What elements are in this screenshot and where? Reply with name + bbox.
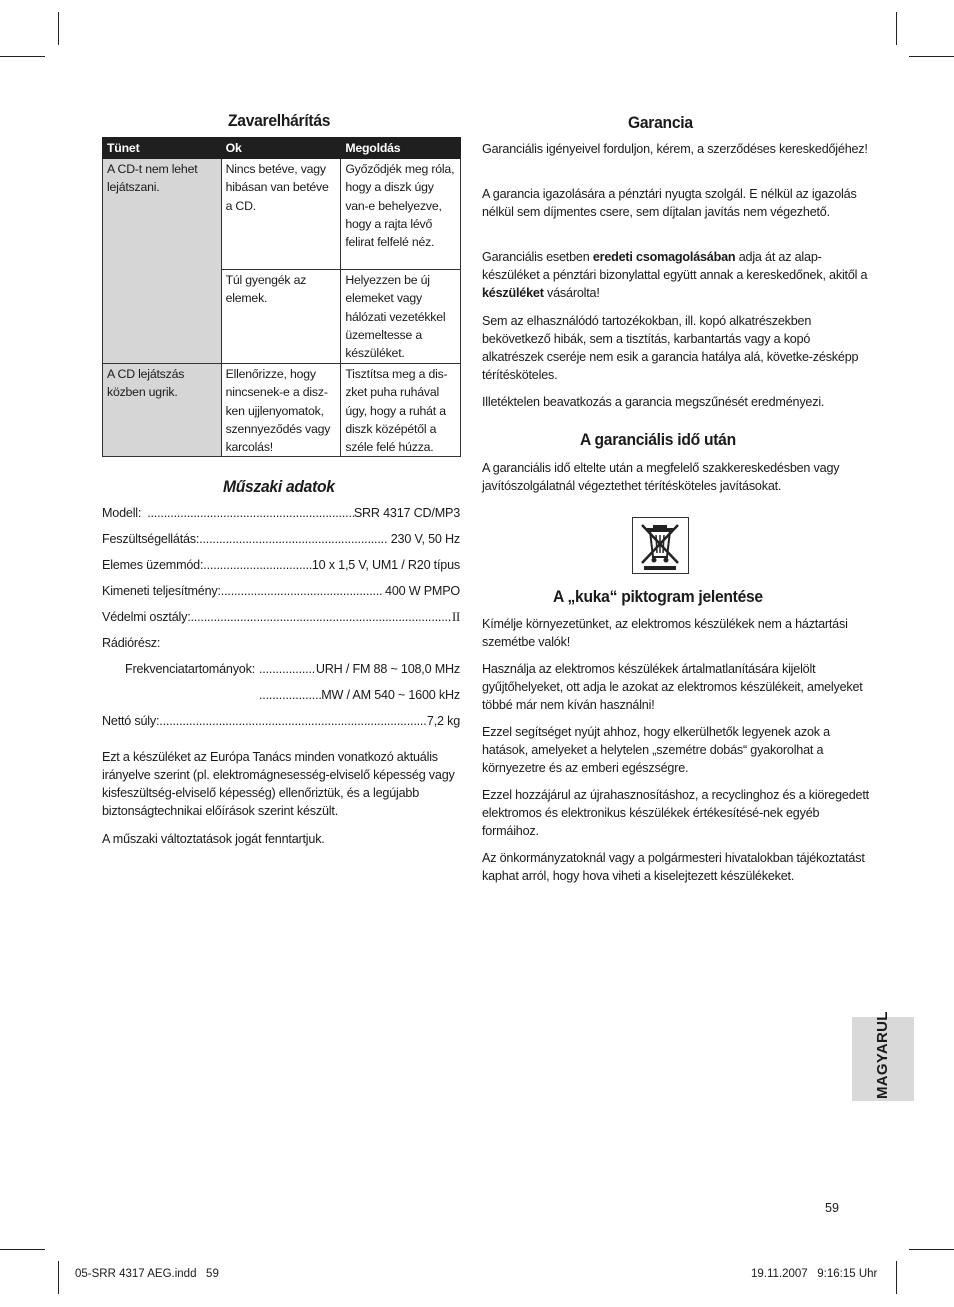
footer-timestamp: 19.11.2007 9:16:15 Uhr (751, 1268, 878, 1280)
spec-label: Rádiórész: (102, 636, 161, 650)
spec-value: MW / AM 540 ~ 1600 kHz (321, 688, 460, 702)
bin-paragraph-2: Használja az elektromos készülékek ártalmatlanítására kijelölt gyűjtőhelyeket, ott adja le azokat az elektromos készülékeit, amelyeket többé már nem kíván használni! (482, 662, 863, 712)
spec-value: II (452, 610, 460, 624)
solution-cell: Helyezzen be új elemeket vagy hálózati vezetékkel üzemeltesse a készüléket. (341, 270, 461, 364)
troubleshooting-title: Zavarelhárítás (228, 111, 331, 130)
spec-label: Kimeneti teljesítmény: (102, 584, 221, 598)
conformity-text: Ezt a készüléket az Európa Tanács minden vonatkozó aktuális irányelve szerint (pl. elektromágnesesség-elviselő képesség vagy kisfeszültség-elviselő képesség) ellenőriztük, és a legújabb biztonságtechnikai előírások szerint készült. (102, 750, 455, 818)
cause-cell: Túl gyengék az elemek. (221, 270, 341, 364)
crop-mark (896, 12, 897, 45)
spec-value: SRR 4317 CD/MP3 (353, 506, 460, 520)
spec-value: 10 x 1,5 V, UM1 / R20 típus (311, 558, 460, 572)
cause-cell: Ellenőrizze, hogy nincsenek-e a disz-ken ujjlenyomatok, szennyeződés vagy karcolás! (221, 364, 341, 457)
page-number: 59 (825, 1201, 840, 1215)
after-warranty-text: A garanciális idő eltelte után a megfelelő szakkereskedésben vagy javítószolgálatnál végeztethet térítésköteles javításokat. (482, 461, 840, 493)
footer-file-info: 05-SRR 4317 AEG.indd 59 (75, 1268, 219, 1280)
dot-leader (147, 506, 354, 520)
spec-label: Védelmi osztály: (102, 610, 191, 624)
spec-value: 400 W PMPO (385, 584, 460, 598)
spec-model (102, 506, 460, 520)
header-solution: Megoldás (341, 138, 461, 159)
spec-label: Frekvenciatartományok: (125, 662, 255, 676)
bold-text: készüléket (482, 286, 544, 300)
warranty-title: Garancia (628, 113, 693, 132)
solution-cell: Győződjék meg róla, hogy a diszk úgy van-e behelyezve, hogy a rajta lévő felirat felfelé néz. (341, 159, 461, 270)
tech-changes-text: A műszaki változtatások jogát fenntartjuk. (102, 832, 325, 846)
spec-freq-am (259, 688, 460, 702)
dot-leader (191, 610, 453, 624)
spec-value: 230 V, 50 Hz (390, 532, 460, 546)
spec-protection (102, 610, 460, 625)
spec-radio (102, 636, 460, 650)
bin-paragraph-3: Ezzel segítséget nyújt ahhoz, hogy elkerülhetők legyenek azok a hatások, amelyeket a helytelen „szemétre dobás“ gyakorolhat a környezetre és az emberi egészségre. (482, 725, 830, 775)
table-header-row (103, 138, 461, 159)
cause-cell: Nincs betéve, vagy hibásan van betéve a CD. (221, 159, 341, 270)
bold-text: eredeti csomagolásában (592, 250, 736, 264)
troubleshooting-table (102, 137, 461, 457)
solution-cell: Tisztítsa meg a dis-zket puha ruhával úgy, hogy a ruhát a diszk középétől a széle felé húzza. (341, 364, 461, 457)
dot-leader (221, 584, 383, 598)
spec-label: Nettó súly: (102, 714, 160, 728)
header-cause: Ok (221, 138, 341, 159)
crop-mark (0, 1249, 45, 1250)
table-row (103, 364, 461, 457)
language-tab (852, 1011, 914, 1101)
dot-leader (259, 688, 321, 702)
spec-label: Feszültségellátás: (102, 532, 200, 546)
dot-leader (159, 714, 427, 728)
warranty-paragraph-3 (482, 248, 874, 302)
dot-leader (203, 558, 312, 572)
dot-leader (199, 532, 388, 546)
text-run: adja át az alap-készüléket a pénztári bizonylattal együtt annak a kereskedőnek, akitől a (482, 250, 868, 282)
crossed-out-wheelie-bin-icon (632, 517, 689, 574)
header-symptom: Tünet (103, 138, 222, 159)
warranty-paragraph-5: Illetéktelen beavatkozás a garancia megszűnését eredményezi. (482, 395, 825, 409)
spec-weight (102, 714, 460, 728)
spec-value: URH / FM 88 ~ 108,0 MHz (315, 662, 460, 676)
spec-label: Elemes üzemmód: (102, 558, 204, 572)
bin-paragraph-4: Ezzel hozzájárul az újrahasznosításhoz, a recyclinghoz és a kiöregedett elektromos és elektronikus készülékek értékesítésé-nek egyéb formáihoz. (482, 788, 869, 838)
crop-mark (909, 1249, 954, 1250)
spec-output (102, 584, 460, 598)
bin-paragraph-5: Az önkormányzatoknál vagy a polgármesteri hivatalokban tájékoztatást kaphat arról, hogy hova viheti a kiselejtezett készülékeket. (482, 851, 865, 883)
crop-mark (58, 12, 59, 45)
spec-freq-fm (125, 662, 460, 676)
symptom-cell: A CD lejátszás közben ugrik. (103, 364, 222, 457)
warranty-paragraph-1: Garanciális igényeivel forduljon, kérem, a szerződéses kereskedőjéhez! (482, 142, 868, 156)
after-warranty-title: A garanciális idő után (580, 430, 736, 449)
crop-mark (0, 56, 45, 57)
spec-battery (102, 558, 460, 572)
spec-label: Modell: (102, 506, 142, 520)
text-run: Garanciális esetben (482, 250, 593, 264)
spec-value: 7,2 kg (426, 714, 460, 728)
crop-mark (909, 56, 954, 57)
language-tab-label: MAGYARUL (874, 1011, 891, 1099)
crop-mark (896, 1261, 897, 1294)
specs-title: Műszaki adatok (223, 477, 335, 496)
spec-voltage (102, 532, 460, 546)
bin-paragraph-1: Kímélje környezetünket, az elektromos készülékek nem a háztartási szemétbe valók! (482, 617, 848, 649)
warranty-paragraph-2: A garancia igazolására a pénztári nyugta szolgál. E nélkül az igazolás nélkül sem díjmentes csere, sem díjtalan javítás nem végezhető. (482, 187, 857, 219)
crop-mark (58, 1261, 59, 1294)
dot-leader (259, 662, 316, 676)
table-row (103, 159, 461, 270)
symptom-cell: A CD-t nem lehet lejátszani. (103, 159, 222, 364)
bin-symbol-title: A „kuka“ piktogram jelentése (553, 587, 763, 606)
text-run: vásárolta! (543, 286, 600, 300)
warranty-paragraph-4: Sem az elhasználódó tartozékokban, ill. kopó alkatrészekben bekövetkező hibák, sem a tisztítás, karbantartás vagy a kopó alkatrészek cseréje nem esik a garancia hatálya alá, követke-zésképp térítésköteles. (482, 314, 859, 382)
